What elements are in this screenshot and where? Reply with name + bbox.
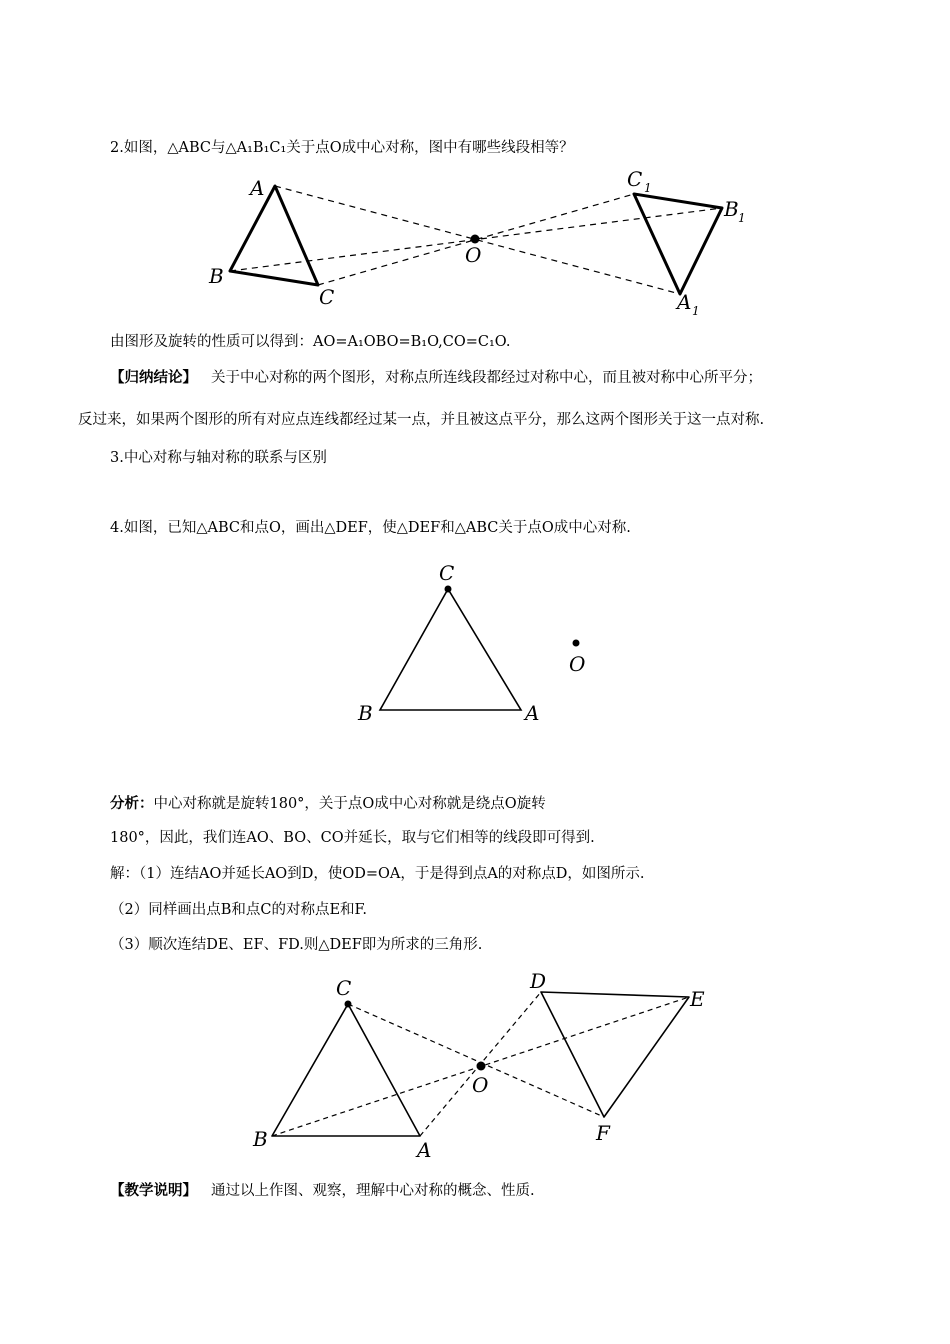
q2-result: 由图形及旋转的性质可以得到：AO=A₁OBO=B₁O,CO=C₁O. (110, 334, 511, 350)
label-b-q4: B (358, 701, 373, 725)
point-o (471, 235, 480, 244)
label-a-q4: A (525, 701, 540, 725)
label-c-solution: C (336, 976, 352, 1000)
triangle-def-solution (541, 992, 689, 1117)
conclusion-line-1 (110, 368, 762, 388)
solution-step-3: （3）顺次连结DE、EF、FD.则△DEF即为所求的三角形. (110, 937, 483, 953)
triangle-abc-q4 (380, 589, 521, 710)
label-a1: A (677, 290, 692, 314)
analysis-tag: 分析： (110, 795, 154, 812)
dashed-line-c-c1 (318, 194, 634, 285)
label-b1: B (724, 197, 739, 221)
point-c-q4 (445, 586, 452, 593)
point-o-q4 (573, 640, 580, 647)
point-o-solution (477, 1062, 486, 1071)
label-e-solution: E (690, 987, 705, 1011)
triangle-abc (230, 186, 318, 285)
teaching-note (110, 1181, 535, 1201)
triangle-abc-solution (272, 1004, 420, 1136)
point-c-solution (345, 1001, 352, 1008)
dashed-line-c-f (348, 1004, 604, 1117)
label-a-solution: A (417, 1138, 432, 1162)
label-o: O (465, 243, 482, 267)
teaching-note-tag: 【教学说明】 (110, 1182, 197, 1199)
dashed-line-b-b1 (230, 208, 722, 271)
conclusion-text-1: 关于中心对称的两个图形，对称点所连线段都经过对称中心，而且被对称中心所平分； (211, 370, 762, 386)
label-o-solution: O (472, 1073, 489, 1097)
label-b1-sub: 1 (738, 211, 746, 225)
q3-text: 3.中心对称与轴对称的联系与区别 (110, 450, 327, 466)
solution-step-2: （2）同样画出点B和点C的对称点E和F. (110, 902, 367, 918)
analysis-text-1: 中心对称就是旋转180°，关于点O成中心对称就是绕点O旋转 (153, 796, 546, 812)
triangle-a1b1c1 (634, 194, 722, 294)
label-c1-sub: 1 (644, 181, 652, 195)
conclusion-tag: 【归纳结论】 (110, 369, 197, 386)
label-o-q4: O (569, 652, 586, 676)
q4-question: 4.如图，已知△ABC和点O，画出△DEF，使△DEF和△ABC关于点O成中心对称. (110, 520, 631, 536)
label-c: C (319, 285, 335, 309)
label-a1-sub: 1 (692, 304, 700, 318)
label-c-q4: C (439, 561, 455, 585)
solution-step-1: 解：（1）连结AO并延长AO到D，使OD=OA，于是得到点A的对称点D，如图所示. (110, 866, 645, 882)
label-f-solution: F (596, 1121, 610, 1145)
conclusion-line-2: 反过来，如果两个图形的所有对应点连线都经过某一点，并且被这点平分，那么这两个图形关于这一点对称. (78, 412, 765, 428)
label-b-solution: B (253, 1127, 268, 1151)
dashed-line-a-d (420, 992, 541, 1136)
dashed-line-b-e (272, 997, 689, 1136)
label-a: A (250, 176, 265, 200)
q2-question: 2.如图，△ABC与△A₁B₁C₁关于点O成中心对称，图中有哪些线段相等？ (110, 140, 574, 156)
analysis-line-2: 180°，因此，我们连AO、BO、CO并延长，取与它们相等的线段即可得到. (110, 830, 595, 846)
analysis-line-1 (110, 794, 546, 814)
teaching-note-text: 通过以上作图、观察，理解中心对称的概念、性质. (211, 1183, 535, 1199)
dashed-line-a-a1 (275, 186, 680, 294)
label-c1: C (627, 167, 643, 191)
label-d-solution: D (530, 969, 547, 993)
label-b: B (209, 264, 224, 288)
